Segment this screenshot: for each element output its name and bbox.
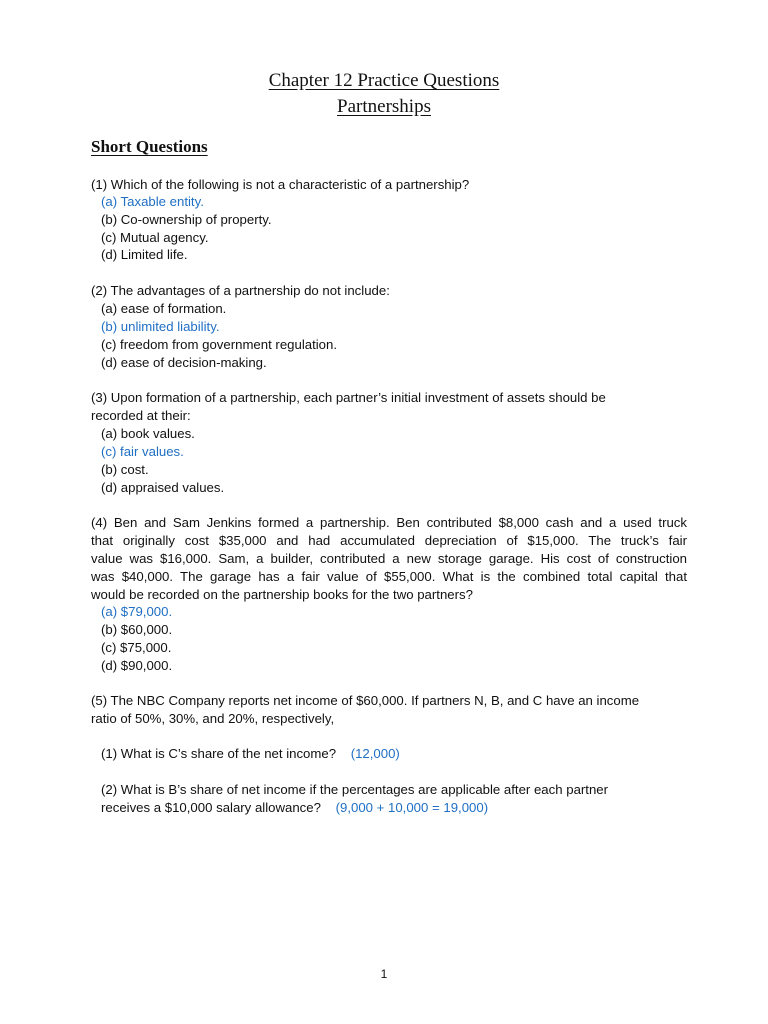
question-5-sub-2-text: receives a $10,000 salary allowance? [101, 800, 321, 815]
question-5-stem-line-1: (5) The NBC Company reports net income of $60,000. If partners N, B, and C have an income [91, 693, 640, 708]
question-4-option-a: (a) $79,000. [101, 604, 173, 619]
question-5-sub-2-answer: (9,000 + 10,000 = 19,000) [335, 800, 489, 815]
question-5-sub-1-answer: (12,000) [350, 746, 400, 761]
question-2-option-d: (d) ease of decision-making. [101, 355, 267, 370]
page-title: Chapter 12 Practice Questions [268, 70, 500, 91]
question-4-option-b: (b) $60,000. [101, 622, 173, 637]
section-heading: Short Questions [91, 137, 208, 156]
question-3-option-d: (d) appraised values. [101, 480, 225, 495]
question-2-option-c: (c) freedom from government regulation. [101, 337, 338, 352]
question-3-option-a: (a) book values. [101, 426, 195, 441]
question-3-option-c: (c) fair values. [101, 444, 184, 459]
question-5-sub-1-text: (1) What is C’s share of the net income? [101, 746, 337, 761]
page-number: 1 [380, 967, 388, 981]
question-3-stem-line-2: recorded at their: [91, 408, 191, 423]
question-4-stem-line-1: (4) Ben and Sam Jenkins formed a partnership. Ben contributed $8,000 cash and a used truck [91, 515, 687, 530]
question-2-option-a: (a) ease of formation. [101, 301, 227, 316]
question-2-stem: (2) The advantages of a partnership do not include: [91, 283, 390, 298]
question-1-stem: (1) Which of the following is not a characteristic of a partnership? [91, 177, 470, 192]
question-5-sub-1 [101, 745, 400, 763]
question-4-option-d: (d) $90,000. [101, 658, 173, 673]
question-1-option-d: (d) Limited life. [101, 247, 188, 262]
question-4-stem-line-2: that originally cost $35,000 and had accumulated depreciation of $15,000. The truck’s fair [91, 533, 687, 548]
question-3-option-b: (b) cost. [101, 462, 149, 477]
question-1-option-a: (a) Taxable entity. [101, 194, 204, 209]
question-4-option-c: (c) $75,000. [101, 640, 172, 655]
page-subtitle: Partnerships [337, 96, 431, 117]
question-4-stem-line-5: would be recorded on the partnership books for the two partners? [91, 587, 473, 602]
question-5-sub-2-line-2 [101, 799, 488, 817]
question-1-option-b: (b) Co-ownership of property. [101, 212, 272, 227]
question-1-option-c: (c) Mutual agency. [101, 230, 209, 245]
question-4-stem-line-4: was $40,000. The garage has a fair value of $55,000. What is the combined total capital that [91, 569, 687, 584]
question-5-sub-2-line-1: (2) What is B’s share of net income if the percentages are applicable after each partner [101, 782, 609, 797]
question-2-option-b: (b) unlimited liability. [101, 319, 220, 334]
question-5-stem-line-2: ratio of 50%, 30%, and 20%, respectively, [91, 711, 335, 726]
question-4-stem-line-3: value was $16,000. Sam, a builder, contributed a new storage garage. His cost of construction [91, 551, 687, 566]
question-3-stem-line-1: (3) Upon formation of a partnership, each partner’s initial investment of assets should be [91, 390, 606, 405]
